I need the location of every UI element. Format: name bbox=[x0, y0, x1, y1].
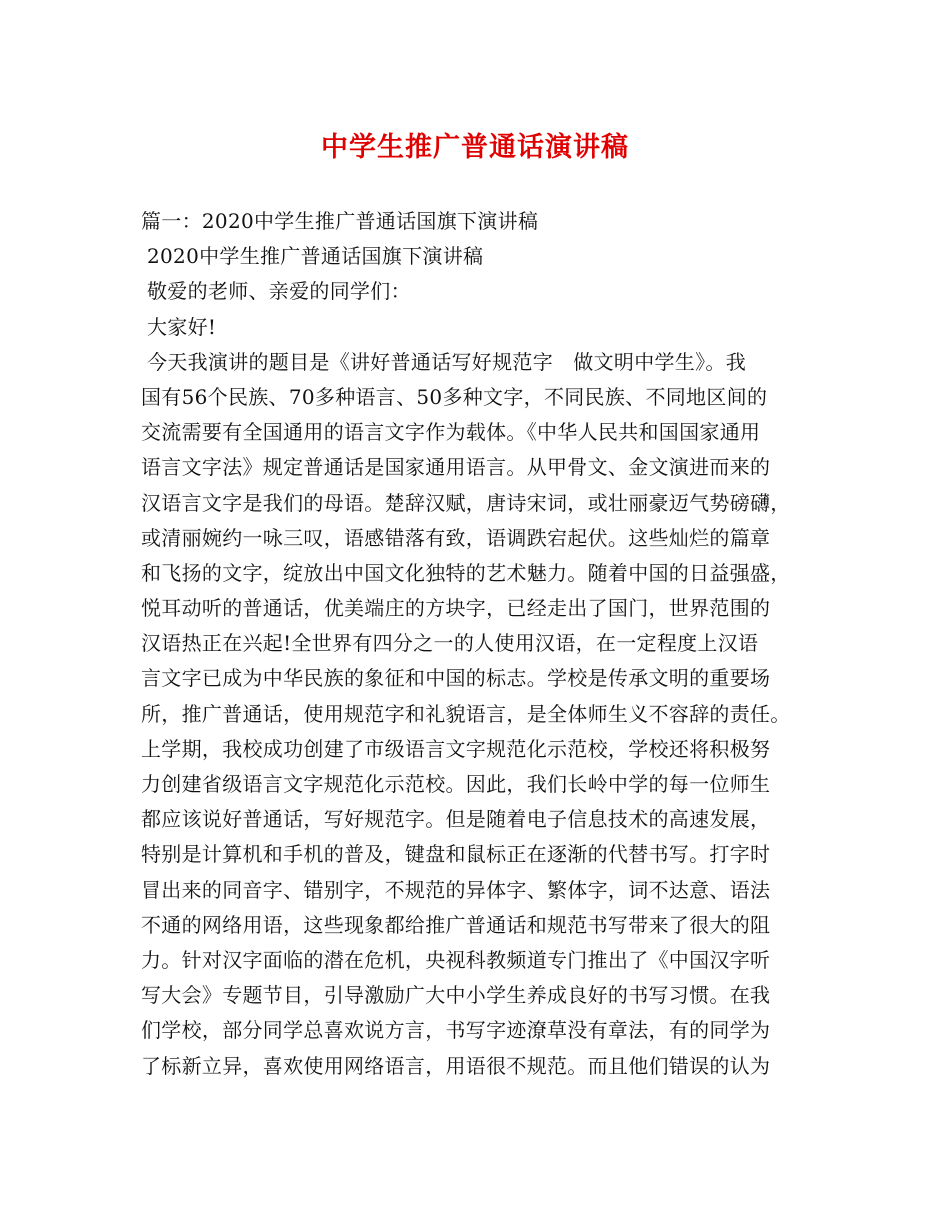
body-line: 交流需要有全国通用的语言文字作为载体。《中华人民共和国国家通用 bbox=[141, 420, 761, 445]
body-line: 汉语言文字是我们的母语。楚辞汉赋，唐诗宋词，或壮丽豪迈气势磅礴， bbox=[141, 490, 791, 515]
body-line: 国有56个民族、70多种语言、50多种文字，不同民族、不同地区间的 bbox=[141, 384, 768, 409]
body-line: 和飞扬的文字，绽放出中国文化独特的艺术魅力。随着中国的日益强盛， bbox=[141, 560, 791, 585]
body-line: 不通的网络用语，这些现象都给推广普通话和规范书写带来了很大的阻 bbox=[141, 912, 771, 937]
body-line: 所，推广普通话，使用规范字和礼貌语言，是全体师生义不容辞的责任。 bbox=[141, 701, 791, 726]
body-line: 力。针对汉字面临的潜在危机，央视科教频道专门推出了《中国汉字听 bbox=[141, 947, 771, 972]
body-line: 今天我演讲的题目是《讲好普通话写好规范字 做文明中学生》。我 bbox=[147, 349, 746, 374]
body-line: 或清丽婉约一咏三叹，语感错落有致，语调跌宕起伏。这些灿烂的篇章 bbox=[141, 525, 771, 550]
body-line: 语言文字法》规定普通话是国家通用语言。从甲骨文、金文演进而来的 bbox=[141, 455, 771, 480]
body-line: 都应该说好普通话，写好规范字。但是随着电子信息技术的高速发展， bbox=[141, 807, 771, 832]
body-line: 冒出来的同音字、错别字，不规范的异体字、繁体字，词不达意、语法 bbox=[141, 877, 771, 902]
body-line: 写大会》专题节目，引导激励广大中小学生养成良好的书写习惯。在我 bbox=[141, 983, 771, 1008]
body-line: 了标新立异，喜欢使用网络语言，用语很不规范。而且他们错误的认为 bbox=[141, 1053, 771, 1078]
body-line: 汉语热正在兴起!全世界有四分之一的人使用汉语，在一定程度上汉语 bbox=[141, 631, 759, 656]
body-line: 上学期，我校成功创建了市级语言文字规范化示范校，学校还将积极努 bbox=[141, 736, 771, 761]
body-line: 力创建省级语言文字规范化示范校。因此，我们长岭中学的每一位师生 bbox=[141, 772, 771, 796]
body-line: 特别是计算机和手机的普及，键盘和鼠标正在逐渐的代替书写。打字时 bbox=[141, 842, 771, 867]
salutation-line: 敬爱的老师、亲爱的同学们： bbox=[147, 279, 411, 304]
subtitle-line: 2020中学生推广普通话国旗下演讲稿 bbox=[147, 244, 484, 269]
body-line: 言文字已成为中华民族的象征和中国的标志。学校是传承文明的重要场 bbox=[141, 666, 771, 691]
section-heading: 篇一：2020中学生推广普通话国旗下演讲稿 bbox=[141, 209, 539, 233]
greeting-line: 大家好! bbox=[147, 314, 217, 339]
body-line: 悦耳动听的普通话，优美端庄的方块字，已经走出了国门，世界范围的 bbox=[141, 596, 771, 621]
body-line: 们学校，部分同学总喜欢说方言，书写字迹潦草没有章法，有的同学为 bbox=[141, 1018, 771, 1043]
document-title: 中学生推广普通话演讲稿 bbox=[321, 132, 629, 163]
document-body bbox=[141, 204, 831, 1084]
